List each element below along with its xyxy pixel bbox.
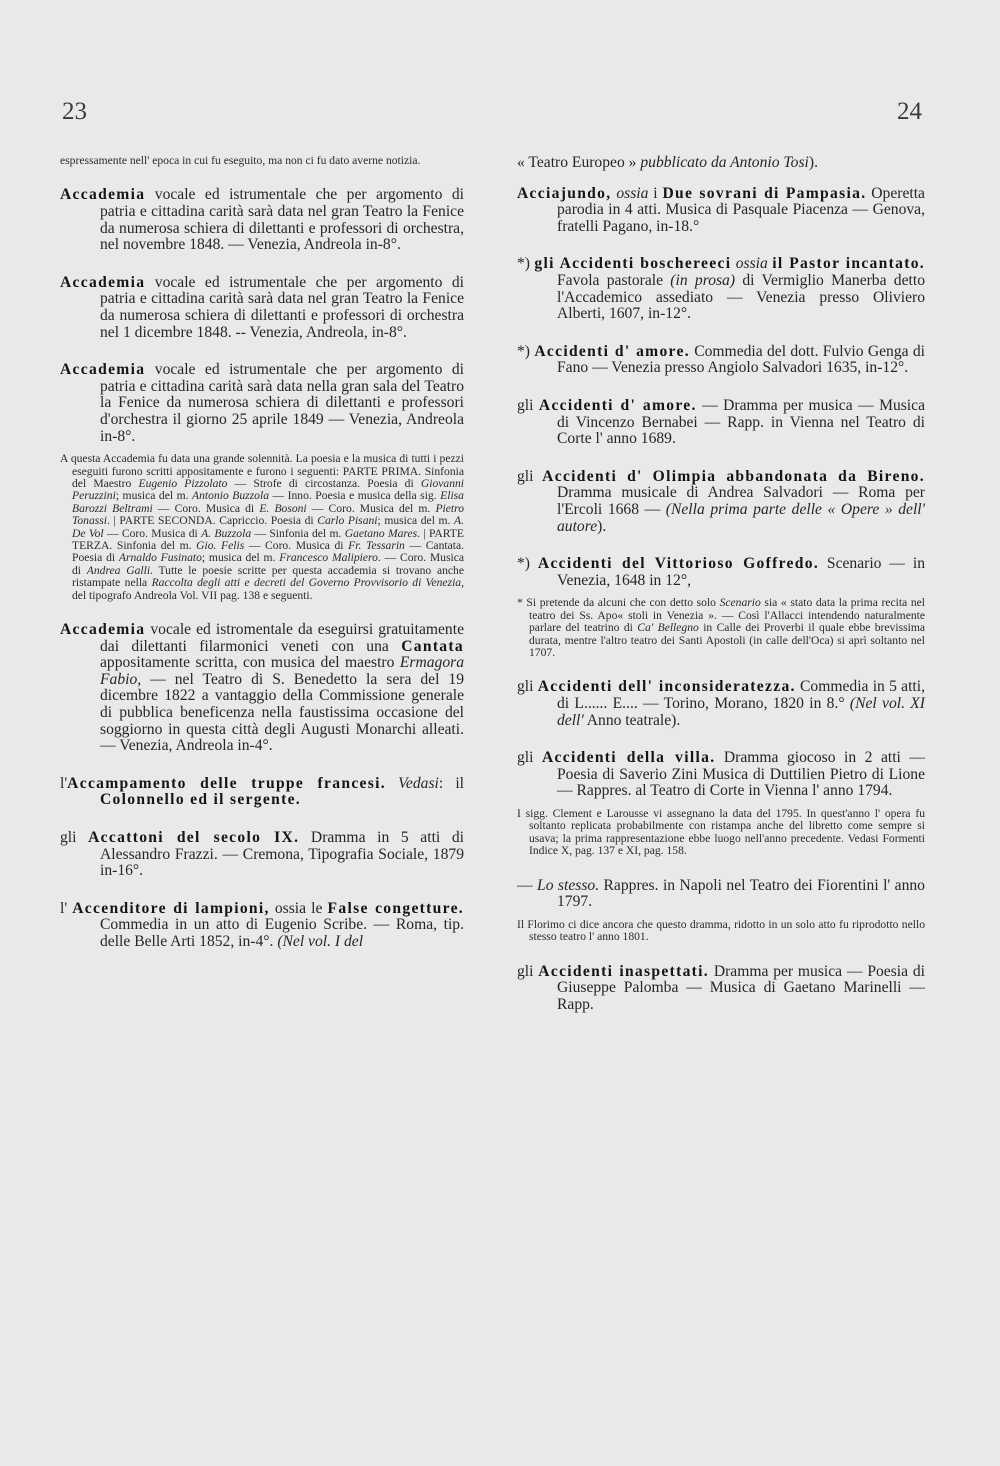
entry-heading: Accidenti della villa. — [541, 749, 716, 767]
entry-heading: gli Accidenti boschereeci — [534, 255, 732, 273]
entry-accidenti-amore-1689: gli Accidenti d' amore. — Dramma per musica — Musica di Vincenzo Bernabei — Rapp. in Vienna nel Teatro di Corte l' anno 1689. — [517, 396, 925, 448]
footnote-accademia-1849: A questa Accademia fu data una grande solennità. La poesia e la musica di tutti i pezzi eseguiti furono scritti appositamente e furono i seguenti: PARTE PRIMA. Sinfonia del Maestro Eugenio Pizzolato — Strofe di circostanza. Poesia di Giovanni Peruzzini; musica del m. Antonio Buzzola — Inno. Poesia e musica della sig. Elisa Barozzi Beltrami — Coro. Musica di E. Bosoni — Coro. Musica del m. Pietro Tonassi. | PARTE SECONDA. Capriccio. Poesia di Carlo Pisani; musica del m. A. De Vol — Coro. Musica di A. Buzzola — Sinfonia del m. Gaetano Mares. | PARTE TERZA. Sinfonia del m. Gio. Felis — Coro. Musica di Fr. Tessarin — Cantata. Poesia di Arnaldo Fusinato; musica del m. Francesco Malipiero. — Coro. Musica di Andrea Galli. Tutte le poesie scritte per questa accademia si trovano anche ristampate nella Raccolta degli atti e decreti del Governo Provvisorio di Venezia, del tipografo Andreola Vol. VII pag. 138 e seguenti. — [60, 452, 465, 602]
entry-accampamento: l'Accampamento delle truppe francesi. Vedasi: il Colonnello ed il sergente. — [60, 774, 464, 809]
entry-accattoni: gli Accattoni del secolo IX. Dramma in 5 atti di Alessandro Frazzi. — Cremona, Tipografia Sociale, 1879 in-16°. — [60, 828, 464, 880]
entry-text: Scenario — in Venezia, 1648 in 12°, — [557, 555, 925, 589]
entry-heading: Accademia — [60, 361, 146, 379]
right-column — [517, 155, 925, 1034]
entry-accidenti-villa: gli Accidenti della villa. Dramma giocoso in 2 atti — Poesia di Saverio Zini Musica di Duttilien Pietro di Lione — Rappres. al Teatro di Corte in Vienna l' anno 1794. — [517, 749, 925, 800]
page-number-right: 24 — [897, 98, 922, 125]
entry-heading: Accademia — [60, 186, 146, 204]
entry-text: Dramma per musica — Poesia di Giuseppe Palomba — Musica di Gaetano Marinelli — Rapp. — [557, 962, 925, 1013]
entry-text: Dramma giocoso in 2 atti — Poesia di Saverio Zini Musica di Duttilien Pietro di Lione — Rappres. al Teatro di Corte in Vienna l' anno 1794. — [557, 749, 925, 800]
entry-heading: Acciajundo, — [517, 184, 612, 202]
entry-accidenti-olimpia: gli Accidenti d' Olimpia abbandonata da Bireno. Dramma musicale di Andrea Salvadori — Roma per l'Ercoli 1668 — (Nella prima parte delle « Opere » dell' autore). — [517, 467, 925, 535]
footnote-goffredo: * Si pretende da alcuni che con detto solo Scenario sia « stato data la prima recita nel teatro dei Ss. Apo« stoli in Venezia ». — Così l'Allacci intendendo naturalmente parlare del teatrino di Ca' Bellegno in Calle dei Proverbi il quale ebbe brevissima durata, mentre l'altro teatro dei Santi Apostoli (in calle dell'Oca) si aprì soltanto nel 1707. — [517, 596, 925, 659]
entry-accidenti-inconsideratezza: gli Accidenti dell' inconsideratezza. Commedia in 5 atti, di L...... E.... — Torino, Morano, 1820 in 8.° (Nel vol. XI dell' Anno teatrale). — [517, 678, 925, 729]
entry-heading: Accademia — [60, 273, 146, 291]
footnote-florimo: Il Florimo ci dice ancora che questo dramma, ridotto in un solo atto fu riprodotto nello stesso teatro l' anno 1801. — [517, 917, 925, 944]
entry-accidenti-amore-1635: *) Accidenti d' amore. Commedia del dott. Fulvio Genga di Fano — Venezia presso Angiolo Salvadori 1635, in-12°. — [517, 342, 925, 377]
entry-accademia-1849 — [60, 362, 464, 445]
entry-accidenti-boschereeci: *) gli Accidenti boschereeci ossia il Pastor incantato. Favola pastorale (in prosa) di Vermiglio Manerba detto l'Accademico assediato — Venezia presso Oliviero Alberti, 1607, in-12°. — [517, 255, 925, 323]
page-number-left: 23 — [62, 98, 87, 125]
left-column — [60, 155, 464, 972]
entry-text: Commedia del dott. Fulvio Genga di Fano — Venezia presso Angiolo Salvadori 1635, in-12°. — [557, 342, 925, 377]
entry-text: vocale ed istrumentale che per argomento di patria e cittadina carità sarà data nel gran Teatro la Fenice da numerosa schiera di dilettanti e professori di orchestra nel 1 dicembre 1848. -- Venezia, Andreola, in-8°. — [100, 273, 464, 341]
entry-lo-stesso: — Lo stesso. Rappres. in Napoli nel Teatro dei Fiorentini l' anno 1797. — [517, 876, 925, 911]
footnote-villa: I sigg. Clement e Larousse vi assegnano la data del 1795. In quest'anno l' opera fu soltanto replicata probabilmente con ristampa anche del libretto come sempre si usava; la prima rappresentazione ebbe luogo nell'anno precedente. Vedasi Formenti Indice X, pag. 137 e XI, pag. 158. — [517, 806, 925, 858]
entry-text: vocale ed istrumentale che per argomento di patria e cittadina carità sarà data nel gran Teatro la Fenice da numerosa schiera di dilettanti e professori di orchestra, nel novembre 1848. — Venezia, Andreola in-8°. — [100, 186, 464, 254]
entry-heading: Accademia — [60, 621, 146, 638]
entry-heading: Accattoni del secolo IX. — [88, 828, 300, 846]
entry-heading: Accidenti del Vittorioso Goffredo. — [537, 555, 820, 573]
entry-text: vocale ed istrumentale che per argomento di patria e cittadina carità sarà data nella gran sala del Teatro la Fenice da numerosa schiera di dilettanti e professori d'orchestra il giorno 25 aprile 1849 — Venezia, Andreola in-8°. — [100, 361, 464, 445]
entry-heading: Accidenti d' amore. — [534, 342, 690, 360]
entry-text: Dramma in 5 atti di Alessandro Frazzi. — Cremona, Tipografia Sociale, 1879 in-16°. — [100, 828, 464, 880]
entry-heading: Accenditore di lampioni, — [72, 899, 270, 917]
entry-accidenti-inaspettati: gli Accidenti inaspettati. Dramma per musica — Poesia di Giuseppe Palomba — Musica di Gaetano Marinelli — Rapp. — [517, 962, 925, 1013]
entry-heading: Accampamento delle truppe francesi. — [67, 774, 386, 792]
entry-heading: Accidenti d' Olimpia abbandonata da Bireno. — [542, 467, 925, 485]
entry-accademia-1848-dec — [60, 275, 464, 341]
entry-heading: Accidenti dell' inconsideratezza. — [537, 678, 796, 696]
entry-heading: Accidenti d' amore. — [538, 396, 697, 414]
entry-accademia-1848-nov — [60, 187, 464, 253]
entry-accidenti-goffredo: *) Accidenti del Vittorioso Goffredo. Scenario — in Venezia, 1648 in 12°, — [517, 555, 925, 589]
entry-heading: Accidenti inaspettati. — [538, 962, 709, 980]
entry-text: — Dramma per musica — Musica di Vincenzo Bernabei — Rapp. in Vienna nel Teatro di Corte l' anno 1689. — [557, 396, 925, 448]
entry-teatro-europeo-cont: « Teatro Europeo » pubblicato da Antonio Tosi). — [517, 154, 818, 171]
footnote-continuation: espressamente nell' epoca in cui fu eseguito, ma non ci fu dato averne notizia. — [60, 154, 421, 167]
entry-accademia-1822: Accademia vocale ed istromentale da eseguirsi gratuitamente dai dilettanti filarmonici veneti con una Cantata appositamente scritta, con musica del maestro Ermagora Fabio, — nel Teatro di S. Benedetto la sera del 19 dicembre 1822 a vantaggio della Commissione generale di pubblica beneficenza nella faustissima occasione del soggiorno in questa città degli Augusti Monarchi alleati. — Venezia, Andreola in-4°. — [60, 621, 464, 755]
entry-acciajundo: Acciajundo, ossia i Due sovrani di Pampasia. Operetta parodia in 4 atti. Musica di Pasquale Piacenza — Genova, fratelli Pagano, in-18.° — [517, 184, 925, 235]
entry-accenditore: l' Accenditore di lampioni, ossia le False congetture. Commedia in un atto di Eugenio Scribe. — Roma, tip. delle Belle Arti 1852, in-4°. (Nel vol. I del — [60, 899, 464, 950]
